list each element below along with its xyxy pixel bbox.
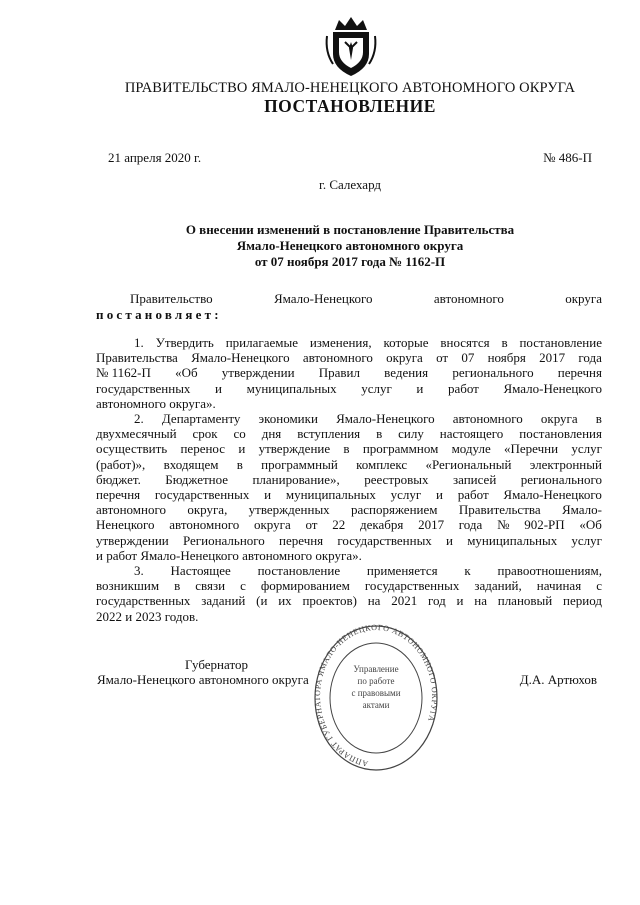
body-word: года	[578, 350, 602, 366]
body-word: года	[458, 517, 483, 533]
body-word: 07	[461, 350, 475, 366]
body-word: утверждении	[96, 532, 169, 548]
body-word: бюджет.	[96, 471, 141, 487]
body-word: на	[474, 593, 487, 609]
body-word: прилагаемые	[225, 335, 298, 350]
body-word: к	[464, 563, 471, 579]
body-word: услуг	[390, 487, 422, 503]
preamble-word: Правительство	[130, 291, 213, 306]
document-type-title: ПОСТАНОВЛЕНИЕ	[264, 96, 436, 116]
body-word: проектов)	[302, 593, 357, 609]
body-word: округа	[253, 517, 291, 533]
body-word: программный	[261, 456, 338, 472]
body-word: и	[436, 487, 443, 503]
body-word: 2017	[539, 350, 566, 366]
body-line	[96, 517, 602, 532]
body-word: регионального	[452, 365, 534, 381]
body-word: в	[343, 441, 350, 457]
signatory-title: Губернатор	[185, 657, 248, 672]
body-word: с	[596, 578, 602, 594]
body-word: «Об	[175, 365, 198, 381]
preamble	[130, 291, 602, 307]
document-city: г. Салехард	[318, 177, 382, 192]
resolves-label: постановляет:	[96, 307, 222, 322]
body-word: со	[233, 426, 246, 442]
body-word: реестровых	[364, 471, 429, 487]
body-word: 2017	[418, 517, 445, 533]
stamp-line: Управление	[353, 664, 399, 674]
body-word: государственных	[364, 578, 460, 594]
body-word: записей	[452, 471, 497, 487]
coat-of-arms-icon	[323, 12, 379, 78]
body-line	[96, 487, 602, 502]
stamp-ring-text: АППАРАТ ГУБЕРНАТОРА ЯМАЛО-НЕНЕЦКОГО АВТОНОМНОГО ОКРУГА	[313, 624, 439, 769]
body-word: планирование»,	[252, 471, 340, 487]
body-line	[96, 396, 602, 411]
body-word: и	[215, 380, 222, 396]
body-word: Правил	[318, 365, 360, 381]
body-word: на	[367, 593, 381, 609]
body-word: №	[497, 517, 510, 533]
body-word: и работ Ямало-Ненецкого автономного округа».	[96, 547, 362, 563]
body-word: вступления	[297, 426, 361, 442]
body-word: 2022 и 2023 годов.	[96, 608, 199, 624]
body-word: модуле	[451, 441, 491, 457]
body-word: работ	[457, 487, 489, 503]
body-word: автономного	[169, 517, 240, 533]
body-word: Ненецкого	[96, 517, 155, 533]
body-word: перенос	[180, 441, 226, 457]
body-word: государственных	[96, 380, 191, 396]
body-line	[96, 441, 602, 456]
body-word: автономного округа».	[96, 395, 216, 411]
stamp-line: актами	[362, 700, 390, 710]
body-word: 1.	[134, 335, 144, 350]
body-word: Правительства	[96, 350, 178, 366]
body-word: округа,	[187, 502, 228, 518]
body-word: их	[278, 593, 292, 609]
body-word: Департаменту	[161, 411, 241, 427]
body-word: в	[376, 426, 383, 442]
body-line	[96, 411, 602, 426]
body-word: связи	[195, 578, 226, 594]
body-word: и	[238, 441, 246, 457]
body-word: округа	[540, 411, 578, 427]
body-word: 2.	[134, 411, 144, 427]
body-word: силу	[398, 426, 424, 442]
body-word: утверждение	[258, 441, 331, 457]
body-word: «Об	[579, 517, 602, 533]
body-word: автономного	[452, 411, 523, 427]
body-word: срок	[192, 426, 218, 442]
body-line	[96, 578, 602, 593]
body-word: муниципальных	[246, 380, 337, 396]
body-word: осуществить	[96, 441, 168, 457]
body-word: Ямало-Ненецкого	[503, 487, 602, 503]
body-word: перечня	[279, 532, 324, 548]
government-title: ПРАВИТЕЛЬСТВО ЯМАЛО-НЕНЕЦКОГО АВТОНОМНОГО ОКРУГА	[124, 80, 576, 96]
signatory-name: Д.А. Артюхов	[519, 672, 597, 687]
body-word: ведения	[384, 365, 429, 381]
body-word: от	[305, 517, 318, 533]
body-word: начиная	[536, 578, 582, 594]
body-word: в	[595, 411, 602, 427]
body-word: период	[563, 593, 602, 609]
body-word: Ямало-Ненецкого	[336, 411, 435, 427]
body-line	[96, 563, 602, 578]
body-word: комплекс	[356, 456, 408, 472]
body-word: 902-РП	[524, 517, 565, 533]
body-word: перечня	[557, 365, 602, 381]
preamble-word: Ямало-Ненецкого	[273, 291, 373, 306]
body-word: Ямало-	[561, 502, 602, 518]
preamble-word: округа	[565, 291, 602, 306]
body-word: регионального	[520, 471, 602, 487]
body-word: возникшим	[96, 578, 160, 594]
body-word: № 1162-П	[96, 365, 151, 381]
body-word: государственных	[154, 487, 250, 503]
body-word: утвержденных	[248, 502, 330, 518]
body-word: распоряжением	[351, 502, 438, 518]
body-word: 2021	[391, 593, 418, 609]
body-word: формированием	[260, 578, 350, 594]
body-word: 22	[332, 517, 346, 533]
body-word: работ	[447, 380, 479, 396]
body-word: которые	[383, 335, 429, 350]
body-word: входящем	[163, 456, 219, 472]
body-line	[96, 502, 602, 517]
body-word: заданий	[201, 593, 246, 609]
body-word: постановления	[519, 426, 602, 442]
body-word: экономики	[258, 411, 318, 427]
body-word: программном	[362, 441, 439, 457]
body-line	[96, 472, 602, 487]
body-word: заданий,	[474, 578, 522, 594]
body-word: в	[501, 335, 508, 350]
body-line	[96, 335, 602, 350]
body-word: автономного	[302, 350, 373, 366]
body-word: муниципальных	[467, 532, 558, 548]
body-word: Правительства	[458, 502, 541, 518]
body-word: изменения,	[309, 335, 372, 350]
body-word: постановление	[257, 563, 341, 579]
official-stamp	[313, 624, 439, 772]
body-word: услуг	[571, 532, 602, 548]
body-word: утверждении	[221, 365, 295, 381]
document-subject	[0, 222, 640, 270]
body-line	[96, 350, 602, 365]
body-word: и	[456, 593, 464, 609]
body-line	[96, 365, 602, 380]
body-word: Ямало-Ненецкого	[503, 380, 602, 396]
preamble-word: автономного	[433, 291, 504, 306]
body-word: вносятся	[440, 335, 490, 350]
body-word: «Региональный	[425, 456, 512, 472]
body-word: правоотношениям,	[497, 563, 602, 579]
body-line	[96, 426, 602, 441]
body-line	[96, 609, 602, 624]
body-word: постановление	[519, 335, 602, 350]
subject-line: Ямало-Ненецкого автономного округа	[236, 238, 464, 253]
body-word: государственных	[96, 593, 191, 609]
body-word: плановый	[497, 593, 553, 609]
body-line	[96, 593, 602, 608]
body-word: от	[436, 350, 449, 366]
body-word: государственных	[337, 532, 432, 548]
body-line	[96, 533, 602, 548]
body-word: в	[236, 456, 243, 472]
signatory-region: Ямало-Ненецкого автономного округа	[97, 672, 309, 687]
body-word: двухмесячный	[96, 426, 177, 442]
body-word: и	[446, 532, 453, 548]
body-word: Регионального	[182, 532, 265, 548]
body-word: электронный	[529, 456, 602, 472]
body-word: «Перечни	[504, 441, 559, 457]
body-word: и	[264, 487, 272, 503]
body-word: и	[416, 380, 424, 396]
body-word: Утвердить	[155, 335, 214, 350]
body-line	[96, 381, 602, 396]
body-word: муниципальных	[285, 487, 376, 503]
subject-line: от 07 ноября 2017 года № 1162-П	[254, 254, 446, 269]
body-word: декабря	[359, 517, 404, 533]
body-word: Настоящее	[170, 563, 231, 579]
body-line	[96, 548, 602, 563]
body-word: настоящего	[439, 426, 504, 442]
body-word: услуг	[571, 441, 602, 457]
body-word: ноября	[487, 350, 526, 366]
document-date: 21 апреля 2020 г.	[108, 150, 202, 165]
body-word: 3.	[134, 563, 144, 579]
body-word: в	[174, 578, 181, 594]
body-word: дня	[261, 426, 282, 442]
body-word: применяется	[366, 563, 438, 579]
stamp-line: по работе	[357, 676, 395, 686]
body-word: с	[240, 578, 246, 594]
body-word: Бюджетное	[165, 471, 229, 487]
document-body	[96, 335, 602, 624]
stamp-line: с правовыми	[351, 688, 401, 698]
subject-line: О внесении изменений в постановление Правительства	[185, 222, 515, 237]
body-word: Ямало-Ненецкого	[191, 350, 290, 366]
body-word: автономного	[96, 502, 166, 518]
body-line	[96, 457, 602, 472]
body-word: (и	[256, 593, 268, 609]
body-word: перечня	[96, 487, 141, 503]
body-word: округа	[386, 350, 423, 366]
body-word: услуг	[361, 380, 392, 396]
document-number: № 486-П	[543, 150, 592, 165]
body-word: (работ)»,	[96, 456, 146, 472]
body-word: год	[427, 593, 446, 609]
